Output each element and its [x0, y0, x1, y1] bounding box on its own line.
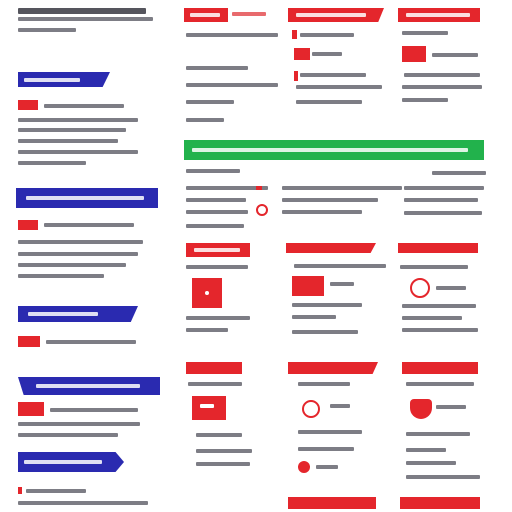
outline-circle-icon [410, 278, 430, 298]
text-line [18, 128, 126, 132]
banner-label [36, 384, 140, 388]
text-line [186, 118, 224, 122]
text-line [436, 286, 466, 290]
text-line [432, 171, 486, 175]
text-line [282, 198, 378, 202]
text-line [18, 139, 118, 143]
text-line [436, 405, 466, 409]
text-line [44, 223, 134, 227]
header-label [190, 13, 220, 17]
text-line [50, 408, 138, 412]
text-line [186, 198, 246, 202]
text-line [406, 432, 470, 436]
text-line [402, 31, 448, 35]
banner-label [26, 196, 144, 200]
text-line [186, 224, 244, 228]
column-header [402, 362, 478, 374]
text-line [18, 161, 86, 165]
text-line [282, 186, 402, 190]
header-caption [232, 12, 266, 16]
text-line [312, 52, 342, 56]
text-line [196, 449, 252, 453]
text-line [18, 150, 138, 154]
outline-circle-icon [302, 400, 320, 418]
text-line [196, 433, 242, 437]
text-line [186, 33, 278, 37]
text-line [404, 186, 484, 190]
text-line [402, 98, 448, 102]
text-line [330, 282, 354, 286]
text-line [402, 304, 476, 308]
text-line [186, 169, 240, 173]
text-line [404, 211, 482, 215]
bullet-mark [256, 186, 262, 190]
text-line [296, 100, 362, 104]
text-line [18, 263, 126, 267]
text-line [432, 53, 478, 57]
text-line [186, 328, 228, 332]
badge-square-icon [294, 48, 310, 60]
text-line [186, 66, 248, 70]
column-header [288, 362, 378, 374]
text-line [18, 433, 118, 437]
text-line [402, 85, 482, 89]
text-line [300, 33, 354, 37]
column-header [398, 243, 478, 253]
text-line [18, 240, 143, 244]
badge-square-icon [18, 100, 38, 110]
badge-square-icon [292, 276, 324, 296]
text-line [282, 210, 362, 214]
text-line [402, 316, 462, 320]
text-line [18, 252, 138, 256]
text-line [316, 465, 338, 469]
text-line [298, 382, 350, 386]
banner-label [24, 460, 102, 464]
header-label [296, 13, 366, 17]
text-line [296, 85, 382, 89]
badge-square-icon [18, 220, 38, 230]
icon-mark [205, 291, 209, 295]
text-line [292, 330, 358, 334]
text-line [18, 8, 146, 14]
column-header [186, 362, 242, 374]
text-line [18, 274, 104, 278]
text-line [292, 315, 336, 319]
text-line [406, 448, 446, 452]
column-header [400, 497, 480, 509]
bullet-mark [18, 487, 22, 494]
bullet-mark [292, 30, 297, 39]
shield-icon [410, 399, 432, 419]
text-line [26, 489, 86, 493]
text-line [400, 265, 468, 269]
text-line [406, 461, 456, 465]
text-line [406, 475, 480, 479]
text-line [188, 382, 242, 386]
badge-square-icon [402, 46, 426, 62]
text-line [186, 265, 248, 269]
header-label [194, 248, 240, 252]
text-line [186, 100, 234, 104]
bookmark-icon [192, 396, 226, 420]
header-label [406, 13, 470, 17]
text-line [186, 316, 250, 320]
banner-label [28, 312, 98, 316]
text-line [18, 422, 140, 426]
text-line [46, 340, 136, 344]
text-line [186, 83, 278, 87]
icon-mark [200, 404, 214, 408]
text-line [196, 462, 250, 466]
text-line [406, 382, 474, 386]
text-line [294, 264, 386, 268]
text-line [292, 303, 362, 307]
badge-square-icon [18, 336, 40, 347]
outline-circle-icon [256, 204, 268, 216]
bullet-mark [294, 71, 298, 81]
text-line [402, 328, 478, 332]
solid-circle-icon [298, 461, 310, 473]
text-line [300, 73, 366, 77]
text-line [404, 73, 480, 77]
text-line [18, 28, 76, 32]
text-line [298, 430, 362, 434]
text-line [404, 198, 478, 202]
column-header [286, 243, 376, 253]
text-line [18, 17, 153, 21]
banner-label [24, 78, 80, 82]
text-line [298, 447, 354, 451]
text-line [18, 501, 148, 505]
column-header [288, 497, 376, 509]
text-line [18, 118, 138, 122]
text-line [44, 104, 124, 108]
text-line [186, 210, 248, 214]
banner-label [192, 148, 468, 152]
text-line [330, 404, 350, 408]
badge-square-icon [18, 402, 44, 416]
